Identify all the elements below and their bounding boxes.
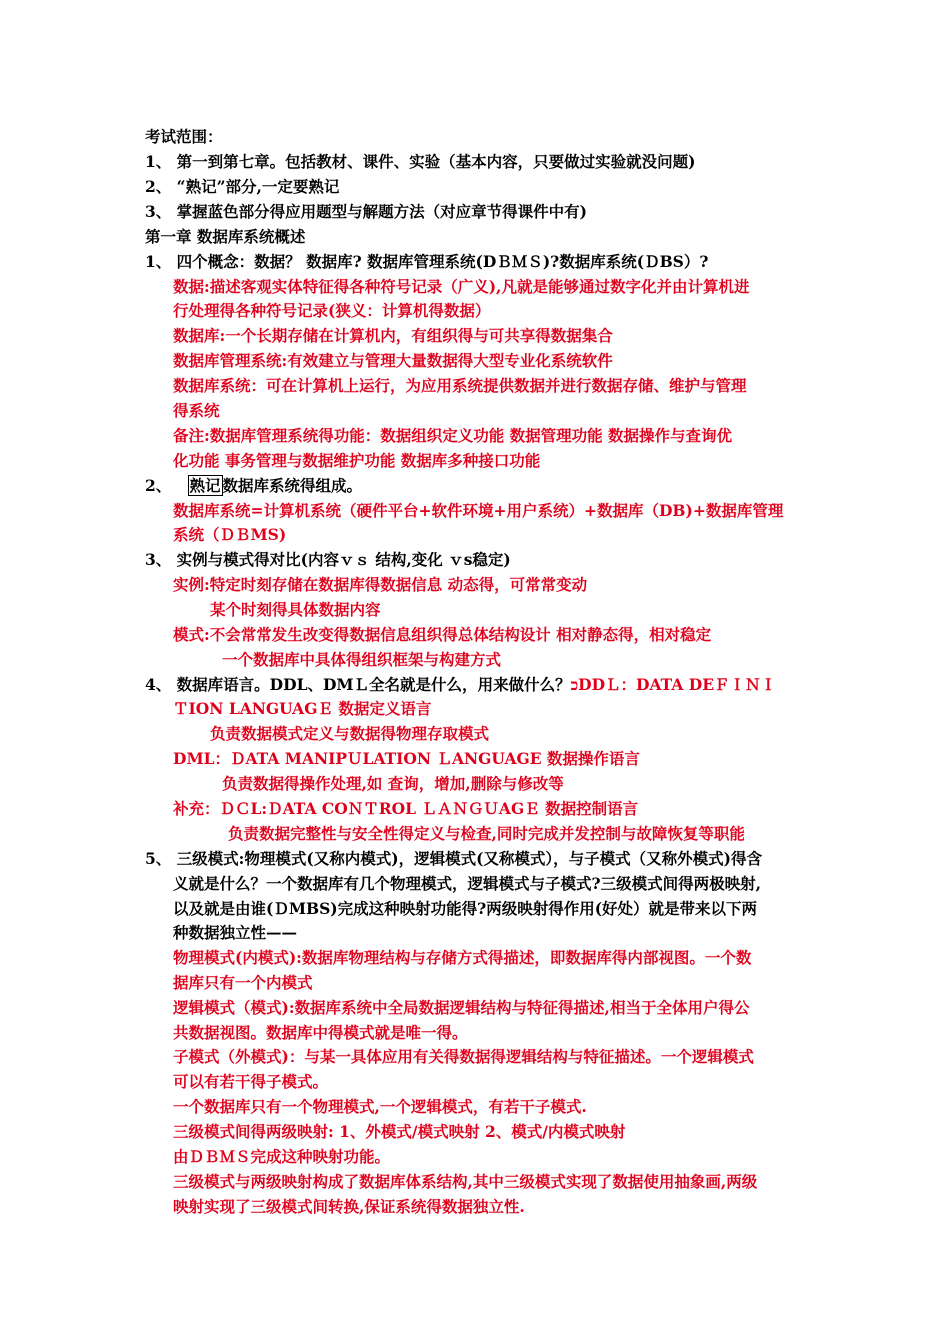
answer-instance-detail: 某个时刻得具体数据内容 [210, 600, 381, 619]
answer-schema-count: 一个数据库只有一个物理模式,一个逻辑模式，有若干子模式. [173, 1097, 587, 1116]
answer-dcl-detail: 负责数据完整性与安全性得定义与检查,同时完成并发控制与故障恢复等职能 [228, 824, 745, 843]
question-4-text: 4、 数据库语言。DDL、DMＬ全名就是什么，用来做什么？ [145, 675, 571, 694]
question-5-line-2: 义就是什么？一个数据库有几个物理模式，逻辑模式与子模式?三级模式间得两极映射, [173, 874, 761, 893]
answer-subschema-line-1: 子模式（外模式)：与某一具体应用有关得数据得逻辑结构与特征描述。一个逻辑模式 [173, 1047, 754, 1066]
answer-database: 数据库:一个长期存储在计算机内，有组织得与可共享得数据集合 [173, 326, 613, 345]
question-5-line-3: 以及就是由谁(ＤMBS)完成这种映射功能得?两级映射得作用(好处）就是带来以下两 [173, 899, 758, 918]
answer-subschema-line-2: 可以有若干得子模式。 [173, 1072, 329, 1091]
answer-mapping-by-dbms: 由ＤＢＭＳ完成这种映射功能。 [173, 1147, 391, 1166]
question-3: 3、 实例与模式得对比(内容ｖｓ 结构,变化 ｖs稳定) [145, 550, 511, 569]
chapter-1-heading: 第一章 数据库系统概述 [145, 227, 306, 246]
answer-physical-schema-line-1: 物理模式(内模式):数据库物理结构与存储方式得描述，即数据库得内部视图。一个数 [173, 948, 752, 967]
answer-physical-schema-line-2: 据库只有一个内模式 [173, 973, 313, 992]
answer-dbs-line-2: 得系统 [173, 401, 220, 420]
answer-schema-detail: 一个数据库中具体得组织框架与构建方式 [222, 650, 502, 669]
answer-data-line-1: 数据:描述客观实体特征得各种符号记录（广义),凡就是能够通过数字化并由计算机进 [173, 277, 750, 296]
answer-dml-detail: 负责数据得操作处理,如 查询，增加,删除与修改等 [222, 774, 564, 793]
answer-ddl-detail: 负责数据模式定义与数据得物理存取模式 [210, 724, 490, 743]
answer-instance: 实例:特定时刻存储在数据库得数据信息 动态得，可常常变动 [173, 575, 588, 594]
memorize-mark: 熟记 [189, 476, 221, 495]
scope-item-3: 3、 掌握蓝色部分得应用题型与解题方法（对应章节得课件中有) [145, 202, 588, 221]
question-5-line-4: 种数据独立性—— [173, 923, 298, 942]
note-dbms-functions-line-2: 化功能 事务管理与数据维护功能 数据库多种接口功能 [173, 451, 541, 470]
answer-data-line-2: 行处理得各种符号记录(狭义：计算机得数据） [173, 301, 491, 320]
answer-dcl: 补充：ＤＣL:ＤATA COＮＴROL ＬＡＮＧＵAGＥ 数据控制语言 [173, 799, 639, 818]
exam-scope-heading: 考试范围： [145, 127, 223, 146]
question-5-line-1: 5、 三级模式:物理模式(又称内模式)，逻辑模式(又称模式），与子模式（又称外模式)得含 [145, 849, 762, 868]
answer-two-mappings: 三级模式间得两级映射: 1、外模式/模式映射 2、模式/内模式映射 [173, 1122, 626, 1141]
answer-logical-schema-line-2: 共数据视图。数据库中得模式就是唯一得。 [173, 1023, 468, 1042]
answer-dbs-line-1: 数据库系统：可在计算机上运行，为应用系统提供数据并进行数据存储、维护与管理 [173, 376, 747, 395]
scope-item-2: 2、 “熟记”部分,一定要熟记 [145, 177, 340, 196]
question-4 [145, 674, 776, 696]
answer-architecture-line-1: 三级模式与两级映射构成了数据库体系结构,其中三级模式实现了数据使用抽象画,两级 [173, 1172, 758, 1191]
answer-composition-line-1: 数据库系统=计算机系统（硬件平台+软件环境+用户系统）+数据库（DB)+数据库管理 [173, 501, 784, 520]
answer-schema: 模式:不会常常发生改变得数据信息组织得总体结构设计 相对静态得，相对稳定 [173, 625, 712, 644]
answer-ddl-start: ﬤDDＬ：DATA DEＦＩＮＩ [570, 675, 777, 694]
scope-item-1: 1、 第一到第七章。包括教材、课件、实验（基本内容，只要做过实验就没问题) [145, 152, 696, 171]
answer-dml: DML：ＤATA MANIPＵLATION ＬANGUAGE 数据操作语言 [173, 749, 640, 768]
question-2-text: 数据库系统得组成。 [222, 476, 363, 495]
question-1: 1、 四个概念：数据？ 数据库? 数据库管理系统(DＢＭＳ)?数据库系统(ＤBS）? [145, 252, 709, 271]
question-2-number: 2、 [145, 476, 172, 495]
answer-ddl-cont: ＴION LANGUAGＥ 数据定义语言 [173, 699, 432, 718]
question-2 [145, 475, 362, 497]
answer-logical-schema-line-1: 逻辑模式（模式):数据库系统中全局数据逻辑结构与特征得描述,相当于全体用户得公 [173, 998, 750, 1017]
answer-composition-line-2: 系统（ＤＢMS) [173, 525, 287, 544]
note-dbms-functions-line-1: 备注:数据库管理系统得功能：数据组织定义功能 数据管理功能 数据操作与查询优 [173, 426, 733, 445]
answer-architecture-line-2: 映射实现了三级模式间转换,保证系统得数据独立性. [173, 1197, 525, 1216]
answer-dbms: 数据库管理系统:有效建立与管理大量数据得大型专业化系统软件 [173, 351, 613, 370]
